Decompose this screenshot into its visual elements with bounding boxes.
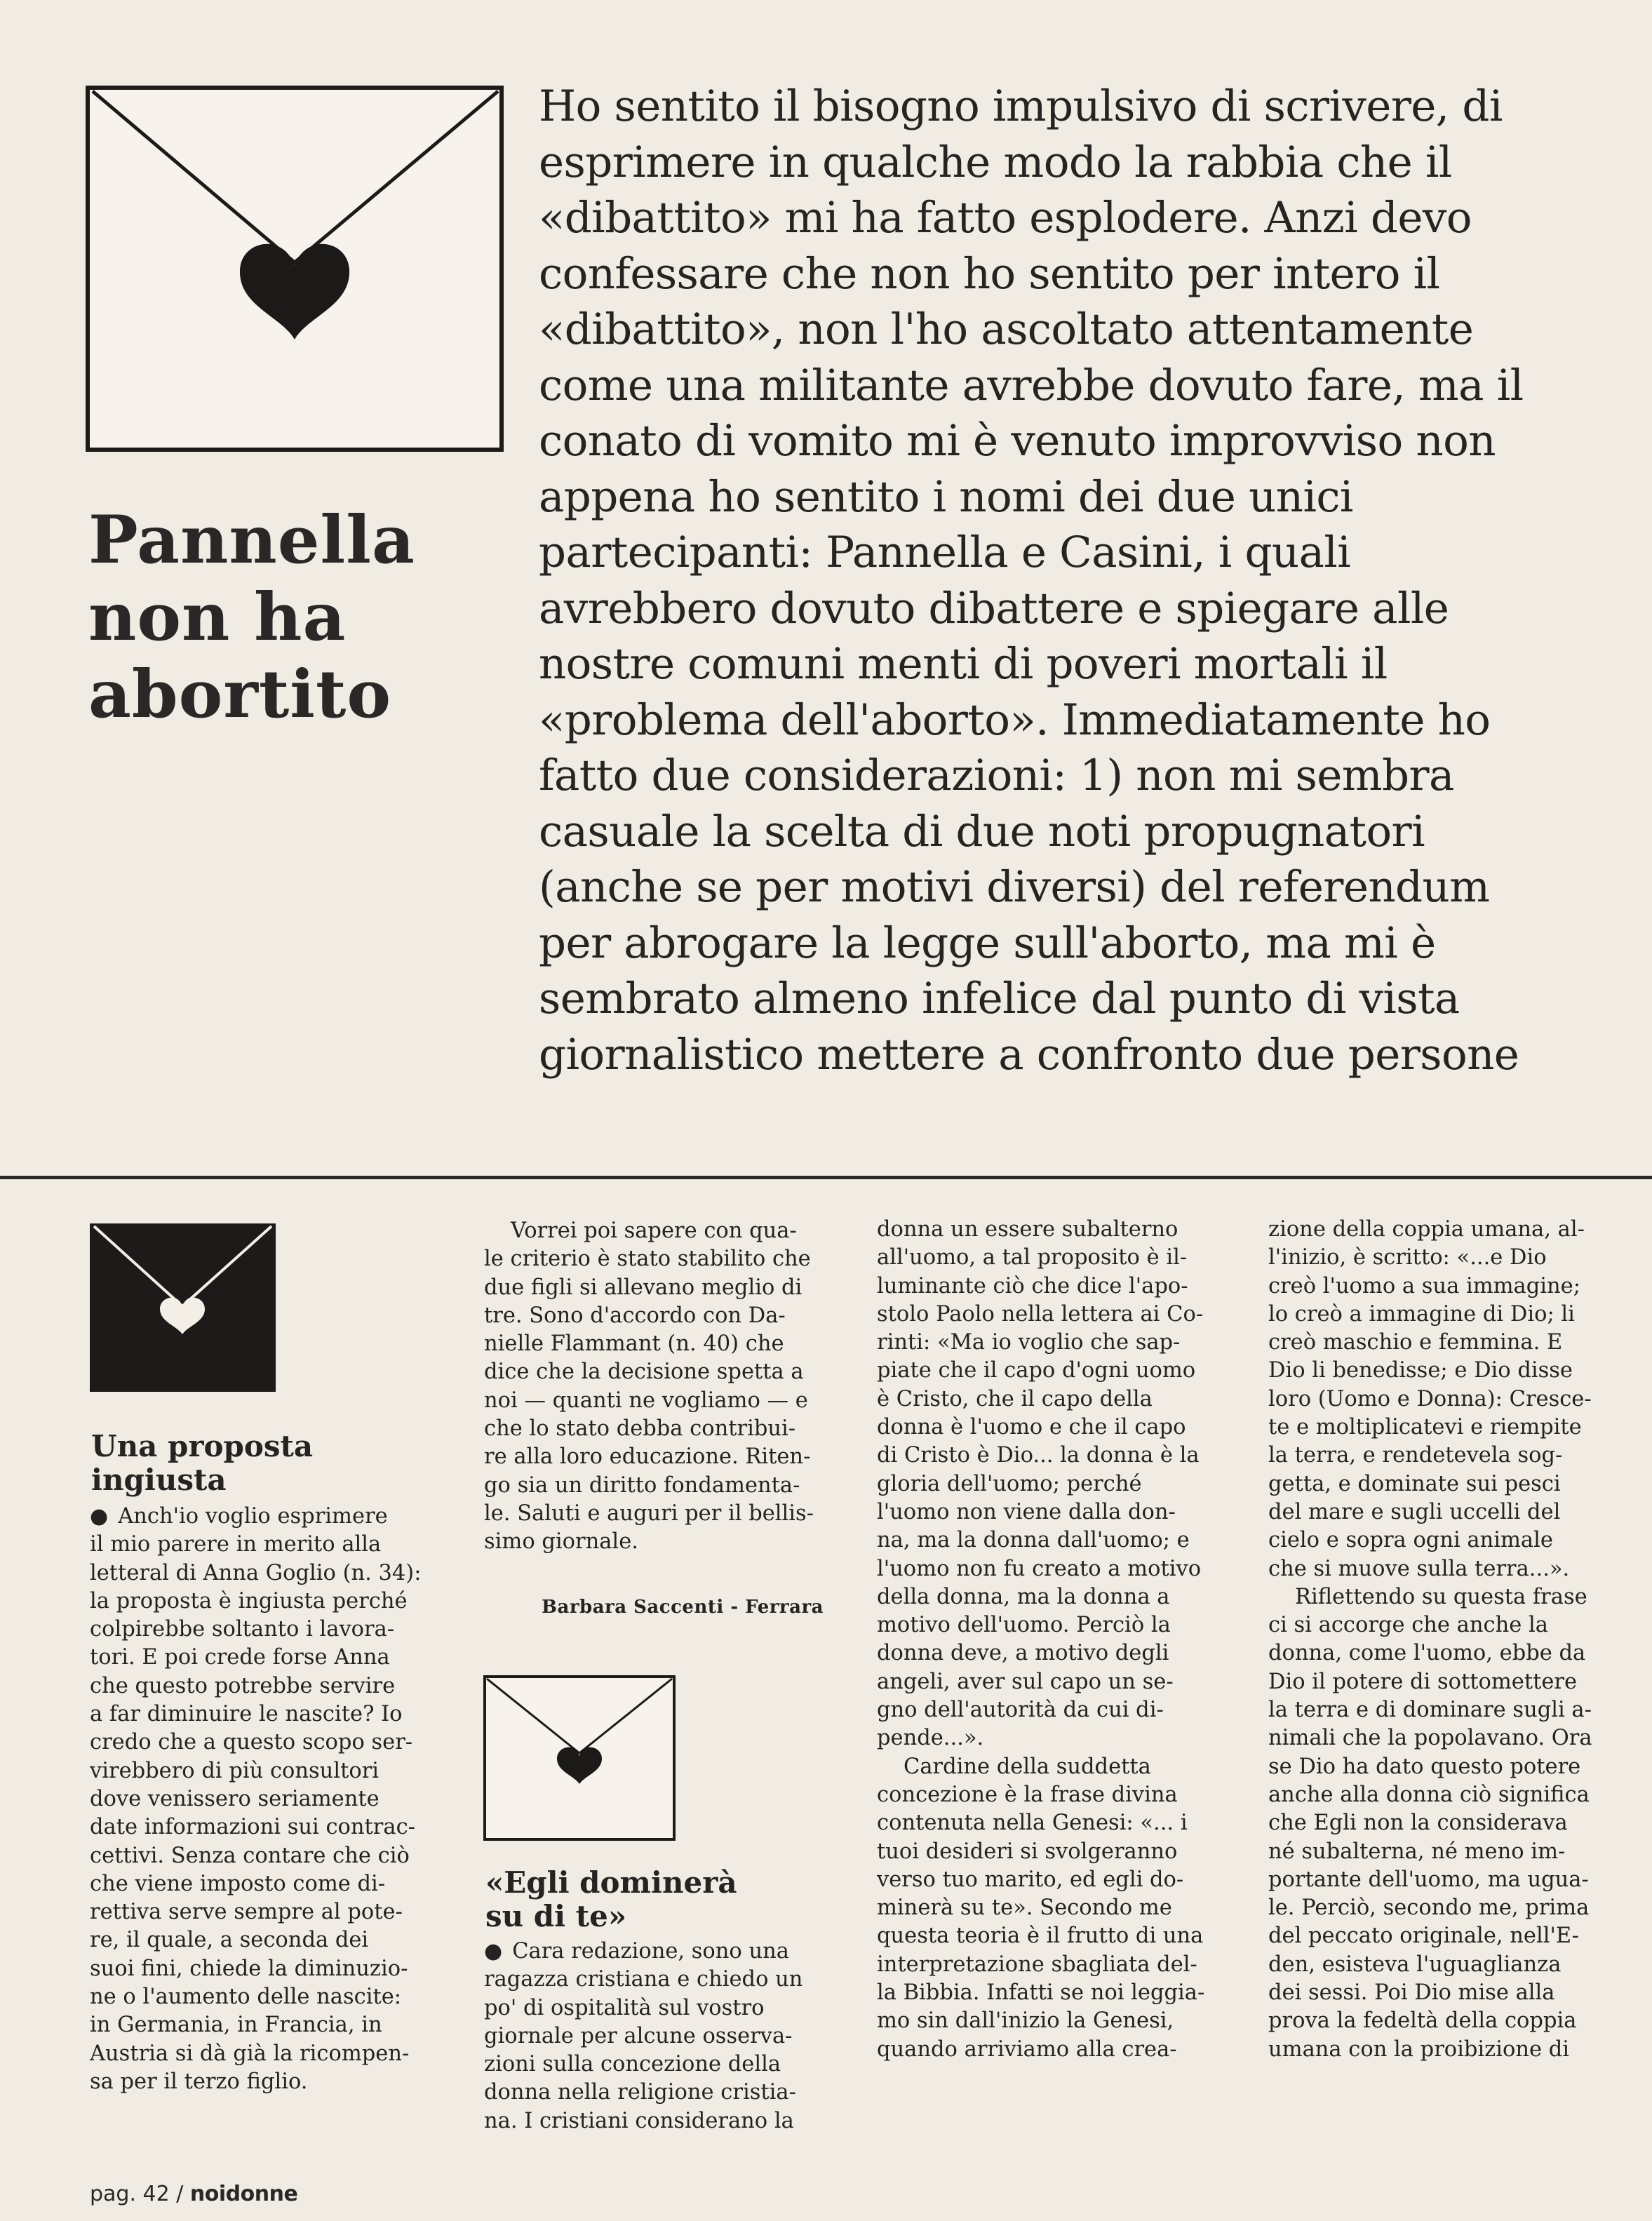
text-line: dei sessi. Poi Dio mise alla [1268,1980,1555,2006]
text-line: nimali che la popolavano. Ora [1268,1726,1592,1751]
text-line: angeli, aver sul capo un se- [877,1669,1174,1694]
text-line: l'uomo non fu creato a motivo [877,1556,1202,1581]
text-line: simo giornale. [484,1529,638,1555]
text-line: umana con la proibizione di [1268,2037,1570,2062]
text-line: dice che la decisione spetta a [484,1360,804,1385]
text-line: creò l'uomo a sua immagine; [1268,1273,1580,1299]
text-line: a far diminuire le nascite? Io [90,1702,403,1727]
text-line: Dio il potere di sottomettere [1268,1669,1578,1694]
text-line: se Dio ha dato questo potere [1268,1754,1581,1779]
text-line: na, ma la donna dall'uomo; e [877,1528,1190,1553]
text-line: minerà su te». Secondo me [877,1895,1172,1921]
text-line: donna deve, a motivo degli [877,1641,1169,1666]
text-line: interpretazione sbagliata del- [877,1952,1197,1977]
text-line: Dio li benedisse; e Dio disse [1268,1358,1573,1383]
text-line: Vorrei poi sapere con qua- [511,1219,797,1243]
text-line: Cara redazione, sono una [512,1939,789,1964]
text-line: contenuta nella Genesi: «... i [877,1811,1188,1836]
lead-line: avrebbero dovuto dibattere e spiegare alle [539,583,1449,633]
text-line: che Egli non la considerava [1268,1811,1568,1836]
text-line: rinti: «Ma io voglio che sap- [877,1330,1181,1355]
lead-line: Ho sentito il bisogno impulsivo di scrivere, di [539,81,1503,131]
text-line: il mio parere in merito alla [90,1532,382,1557]
text-line: di Cristo è Dio... la donna è la [877,1443,1200,1468]
text-line: cettivi. Senza contare che ciò [90,1843,410,1868]
text-line: zioni sulla concezione della [484,2052,781,2077]
headline-line: non ha [88,579,347,656]
letter-body [90,1503,462,2096]
text-line: tuoi desideri si svolgeranno [877,1839,1178,1864]
text-line: le criterio è stato stabilito che [484,1247,811,1272]
text-line: che questo potrebbe servire [90,1673,396,1698]
text-line: che viene imposto come di- [90,1871,386,1896]
lead-line: fatto due considerazioni: 1) non mi sembra [539,751,1454,800]
text-line: nielle Flammant (n. 40) che [484,1331,784,1357]
lead-line: nostre comuni menti di poveri mortali il [539,639,1388,689]
lead-line: appena ho sentito i nomi dei due unici [539,471,1353,522]
text-line: le. Saluti e auguri per il bellis- [484,1501,814,1526]
text-line: è Cristo, che il capo della [877,1386,1153,1411]
text-line: giornale per alcune osserva- [484,2023,793,2048]
letter-title [91,1430,313,1497]
text-line: che lo stato debba contribui- [484,1416,796,1442]
text-line: gloria dell'uomo; perché [877,1471,1142,1496]
section-divider [0,1176,1652,1179]
text-line: rettiva serve sempre al pote- [90,1900,403,1925]
text-line: colpirebbe soltanto i lavora- [90,1617,395,1642]
text-line: anche alla donna ciò significa [1268,1782,1590,1807]
lead-line: conato di vomito mi è venuto improvviso non [539,416,1496,466]
bullet-icon: ● [484,1939,503,1964]
text-line: mo sin dall'inizio la Genesi, [877,2008,1174,2034]
letter-title-line: ingiusta [91,1463,227,1497]
text-line: virebbero di più consultori [90,1758,380,1783]
letter-body [484,1938,849,2135]
text-line: della donna, ma la donna a [877,1584,1170,1609]
text-line: dove venissero seriamente [90,1786,380,1811]
envelope-heart-icon [86,86,504,452]
text-line: luminante ciò che dice l'apo- [877,1273,1188,1299]
text-line: donna un essere subalterno [877,1217,1178,1242]
text-line: le. Perciò, secondo me, prima [1268,1895,1590,1921]
lead-line: per abrogare la legge sull'aborto, ma mi è [539,918,1436,968]
page-footer [90,2182,297,2206]
text-line: l'uomo non viene dalla don- [877,1499,1176,1524]
text-line: in Germania, in Francia, in [90,2013,382,2038]
text-line: te e moltiplicatevi e riempite [1268,1415,1582,1440]
letter-column [877,1216,1242,2064]
headline [88,502,481,733]
text-line: gno dell'autorità da cui di- [877,1698,1164,1723]
text-line: cielo e sopra ogni animale [1268,1528,1553,1553]
lead-line: esprimere in qualche modo la rabbia che il [539,137,1452,187]
text-line: noi — quanti ne vogliamo — e [484,1388,808,1413]
headline-line: abortito [88,656,392,733]
text-line: na. I cristiani considerano la [484,2108,794,2133]
bullet-icon: ● [90,1504,109,1529]
text-line [484,1938,849,1966]
letter-column [1268,1216,1647,2064]
page-number: pag. 42 / [90,2182,184,2206]
lead-line: giornalistico mettere a confronto due persone [539,1029,1519,1080]
text-line: l'inizio, è scritto: «...e Dio [1268,1245,1547,1270]
text-line: prova la fedeltà della coppia [1268,2008,1577,2034]
text-line: zione della coppia umana, al- [1268,1217,1585,1242]
text-line: ci si accorge che anche la [1268,1613,1548,1638]
text-line: credo che a questo scopo ser- [90,1730,413,1755]
letter-continuation [484,1217,849,1557]
text-line: del peccato originale, nell'E- [1268,1924,1579,1949]
lead-paragraph [539,79,1652,1082]
envelope-heart-icon [90,1223,276,1392]
text-line: due figli si allevano meglio di [484,1275,803,1300]
text-line: donna nella religione cristia- [484,2080,796,2105]
text-line: den, esisteva l'uguaglianza [1268,1952,1562,1977]
text-line: letteral di Anna Goglio (n. 34): [90,1560,422,1585]
text-line: Austria si dà già la ricompen- [90,2041,410,2066]
lead-line: sembrato almeno infelice dal punto di vista [539,974,1460,1024]
text-line: ne o l'aumento delle nascite: [90,1985,402,2010]
text-line: suoi fini, chiede la diminuzio- [90,1956,408,1981]
text-line: getta, e dominate sui pesci [1268,1471,1561,1496]
lead-line: «dibattito», non l'ho ascoltato attentamente [539,304,1474,354]
text-line: tre. Sono d'accordo con Da- [484,1303,786,1328]
headline-line: Pannella [88,502,415,579]
text-line: né subalterna, né meno im- [1268,1839,1566,1864]
lead-line: «problema dell'aborto». Immediatamente ho [539,695,1491,745]
lead-line: confessare che non ho sentito per intero il [539,248,1440,299]
letter-title-line: su di te» [485,1899,627,1933]
lead-line: casuale la scelta di due noti propugnatori [539,806,1425,857]
text-line: lo creò a immagine di Dio; li [1268,1301,1575,1327]
text-line: Anch'io voglio esprimere [118,1504,388,1529]
text-line: donna, come l'uomo, ebbe da [1268,1641,1586,1666]
text-line: pende...». [877,1726,984,1751]
text-line: la terra, e rendetevela sog- [1268,1443,1563,1468]
text-line: re, il quale, a seconda dei [90,1928,369,1953]
lead-line: come una militante avrebbe dovuto fare, ma il [539,360,1524,410]
text-line: Cardine della suddetta [904,1754,1151,1779]
text-line: go sia un diritto fondamenta- [484,1472,800,1498]
text-line: all'uomo, a tal proposito è il- [877,1245,1188,1270]
text-line: donna è l'uomo e che il capo [877,1415,1186,1440]
letter-title [485,1866,737,1933]
text-line: motivo dell'uomo. Perciò la [877,1613,1171,1638]
text-line: po' di ospitalità sul vostro [484,1995,765,2020]
text-line: date informazioni sui contrac- [90,1815,415,1840]
magazine-name: noidonne [189,2182,298,2206]
text-line: sa per il terzo figlio. [90,2069,308,2094]
text-line: la Bibbia. Infatti se noi leggia- [877,1980,1205,2006]
letter-title-line: «Egli dominerà [485,1865,737,1900]
envelope-heart-icon [483,1675,676,1841]
text-line: stolo Paolo nella lettera ai Co- [877,1301,1204,1327]
text-line: concezione è la frase divina [877,1782,1178,1807]
text-line: creò maschio e femmina. E [1268,1330,1563,1355]
text-line: questa teoria è il frutto di una [877,1924,1204,1949]
lead-line: partecipanti: Pannella e Casini, i quali [539,528,1351,577]
lead-line: «dibattito» mi ha fatto esplodere. Anzi devo [539,193,1472,243]
text-line: loro (Uomo e Donna): Cresce- [1268,1386,1592,1411]
text-line: del mare e sugli uccelli del [1268,1499,1561,1524]
text-line: che si muove sulla terra...». [1268,1556,1570,1581]
text-line: la proposta è ingiusta perché [90,1588,408,1613]
text-line: portante dell'uomo, ma ugua- [1268,1867,1589,1892]
text-line [90,1503,462,1531]
lead-line: (anche se per motivi diversi) del referendum [539,862,1490,912]
letter-signature: Barbara Saccenti - Ferrara [542,1597,824,1618]
letter-title-line: Una proposta [91,1429,314,1463]
text-line: la terra e di dominare sugli a- [1268,1698,1592,1723]
text-line: quando arriviamo alla crea- [877,2037,1177,2062]
text-line: tori. E poi crede forse Anna [90,1645,390,1670]
text-line: re alla loro educazione. Riten- [484,1444,811,1470]
text-line: piate che il capo d'ogni uomo [877,1358,1196,1383]
text-line: Riflettendo su questa frase [1295,1584,1587,1609]
text-line: ragazza cristiana e chiedo un [484,1967,803,1992]
text-line: verso tuo marito, ed egli do- [877,1867,1184,1892]
